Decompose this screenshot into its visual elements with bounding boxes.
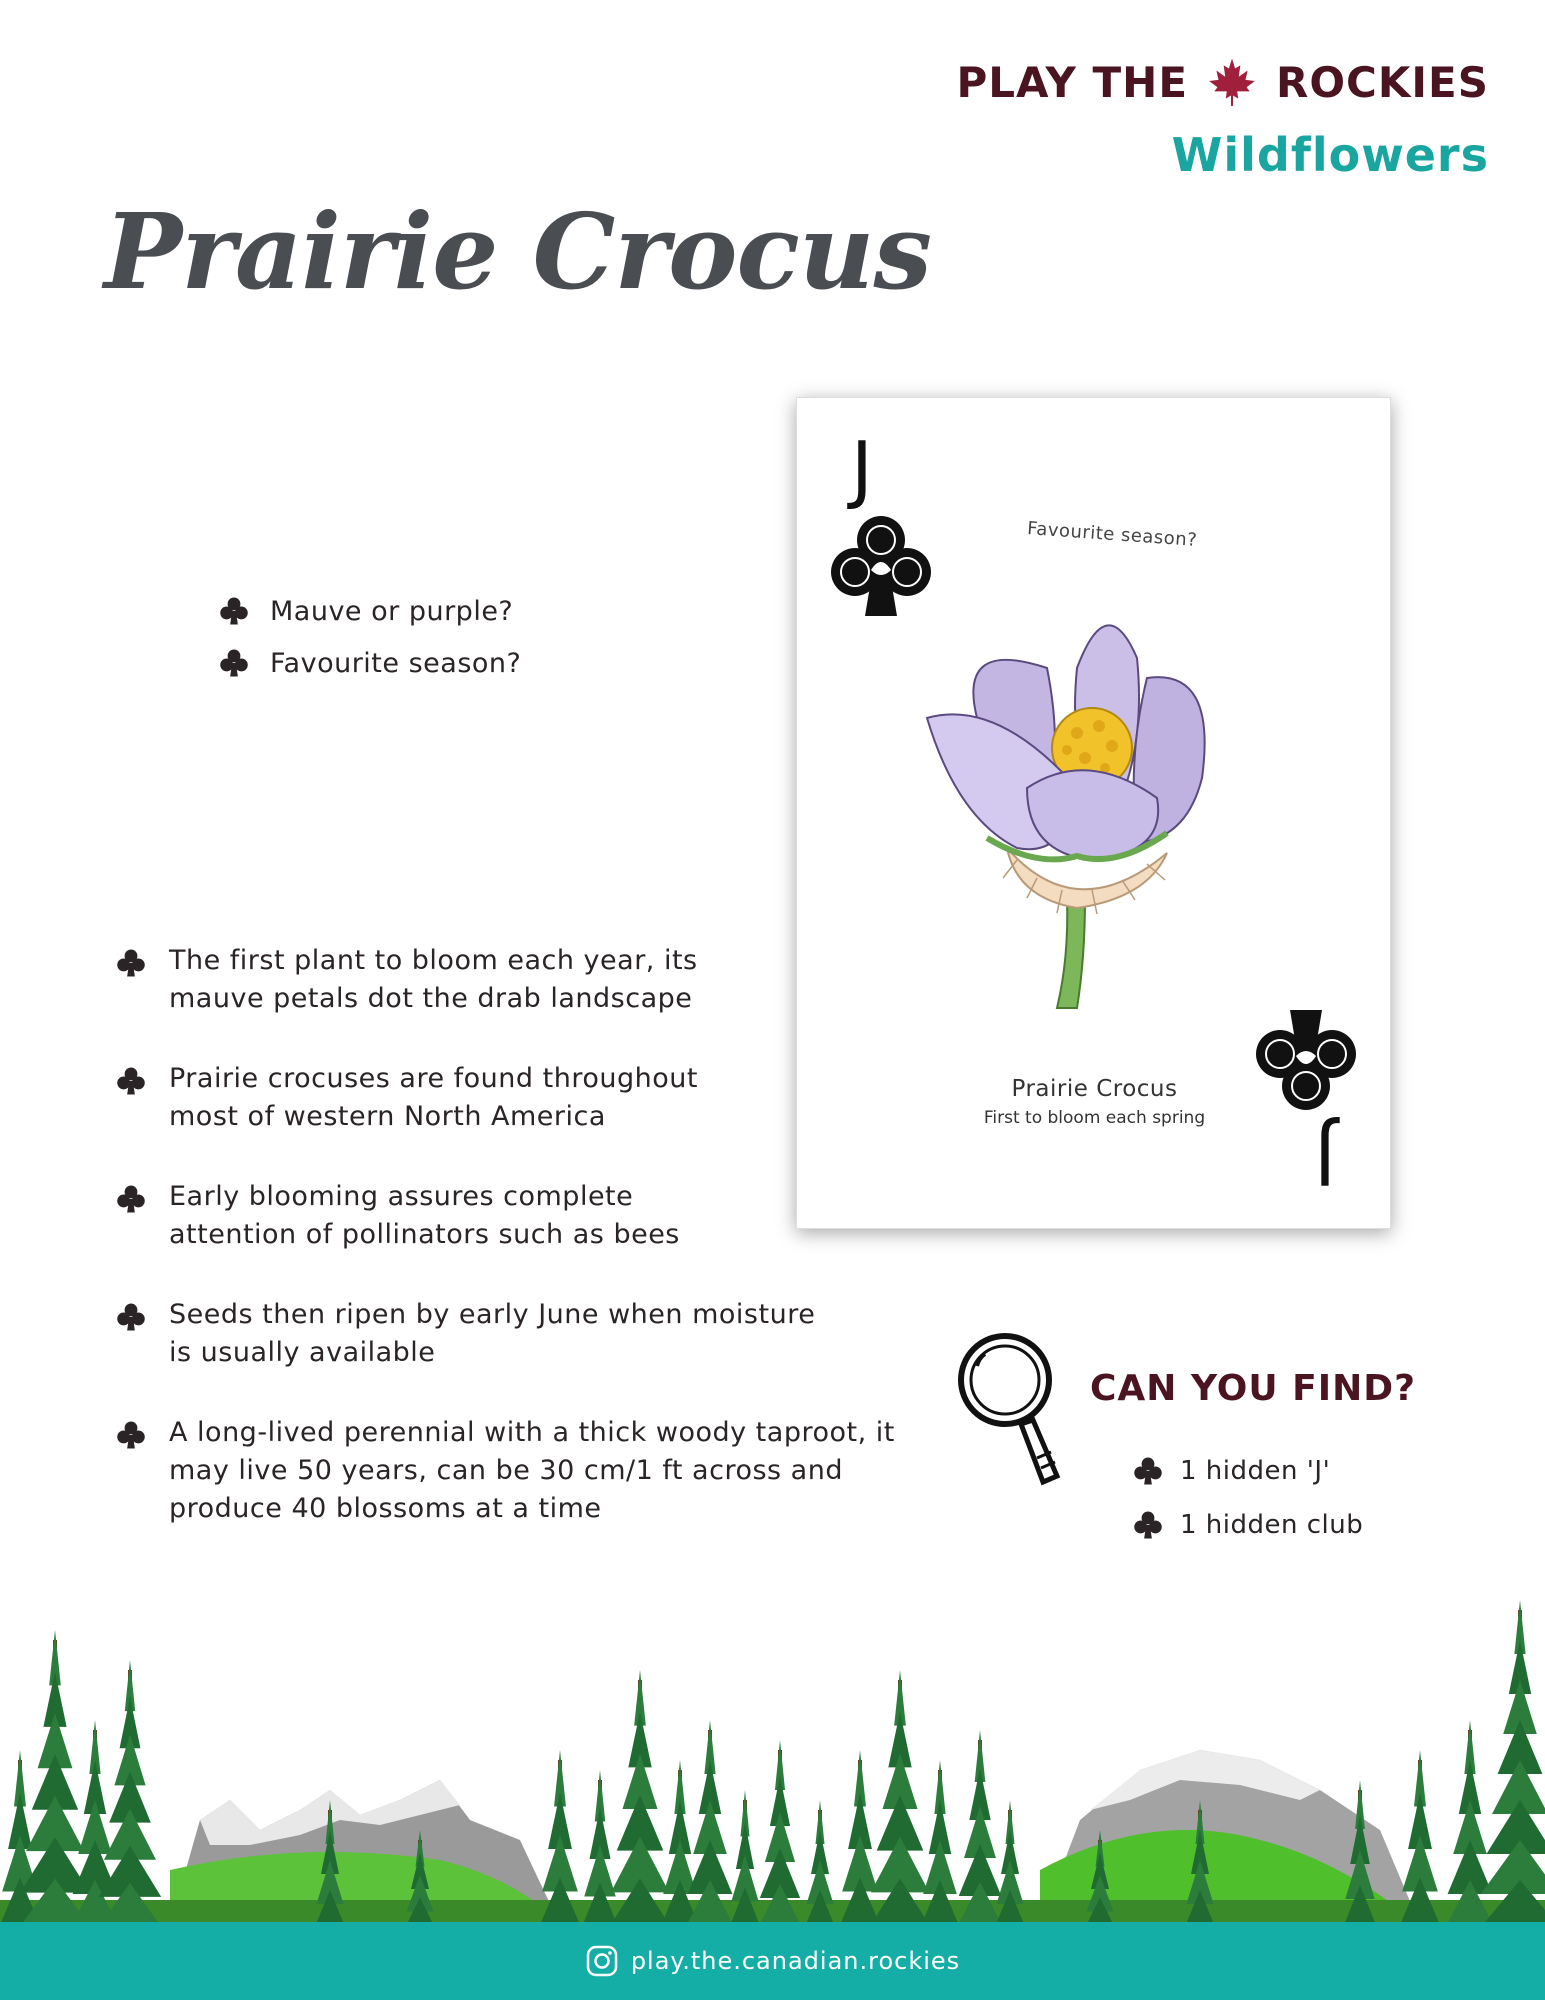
question-list bbox=[218, 585, 521, 689]
brand-header bbox=[956, 56, 1489, 182]
list-item bbox=[1132, 1444, 1363, 1498]
find-title: CAN YOU FIND? bbox=[1090, 1368, 1416, 1409]
club-icon bbox=[1132, 1455, 1164, 1487]
club-icon bbox=[115, 1065, 147, 1097]
pine-tree bbox=[1475, 1600, 1545, 1925]
fact-text: Early blooming assures complete attention of pollinators such as bees bbox=[169, 1181, 680, 1250]
question-text: Mauve or purple? bbox=[270, 595, 514, 627]
find-list bbox=[1132, 1444, 1363, 1552]
pine-tree bbox=[682, 1720, 738, 1925]
question-text: Favourite season? bbox=[270, 647, 522, 679]
club-icon bbox=[115, 1183, 147, 1215]
crocus-illustration bbox=[917, 598, 1247, 1018]
instagram-icon[interactable] bbox=[585, 1944, 619, 1978]
list-item bbox=[115, 1060, 915, 1136]
list-item bbox=[115, 942, 915, 1018]
club-icon bbox=[115, 1419, 147, 1451]
list-item bbox=[115, 1296, 915, 1372]
list-item bbox=[115, 1414, 915, 1528]
card-question: Favourite season? bbox=[1026, 518, 1198, 551]
pine-tree bbox=[605, 1670, 675, 1925]
brand-subtitle: Wildflowers bbox=[1171, 128, 1489, 182]
magnifier-icon bbox=[955, 1330, 1065, 1490]
club-icon bbox=[1256, 1006, 1356, 1112]
fact-text: The first plant to bloom each year, its mauve petals dot the drab landscape bbox=[169, 945, 698, 1014]
list-item bbox=[218, 585, 521, 637]
fact-list bbox=[115, 942, 915, 1570]
club-icon bbox=[115, 947, 147, 979]
brand-left: PLAY THE bbox=[956, 57, 1189, 107]
pine-tree bbox=[755, 1740, 805, 1925]
pine-tree bbox=[836, 1750, 884, 1925]
card-name: Prairie Crocus bbox=[1011, 1076, 1178, 1102]
playing-card bbox=[796, 397, 1391, 1229]
footer-bar bbox=[0, 1922, 1545, 2000]
brand-right: ROCKIES bbox=[1276, 57, 1489, 107]
find-item-text: 1 hidden 'J' bbox=[1180, 1456, 1331, 1486]
page-title: Prairie Crocus bbox=[104, 190, 931, 313]
list-item bbox=[1132, 1498, 1363, 1552]
club-icon bbox=[218, 595, 250, 627]
card-caption: First to bloom each spring bbox=[983, 1108, 1206, 1128]
mountain-forest-illustration bbox=[0, 1600, 1545, 1925]
find-item-text: 1 hidden club bbox=[1180, 1510, 1364, 1540]
fact-text: Prairie crocuses are found throughout most of western North America bbox=[169, 1063, 698, 1132]
club-icon bbox=[1132, 1509, 1164, 1541]
card-rank-bottom: J bbox=[1314, 1114, 1336, 1200]
fact-text: Seeds then ripen by early June when moisture is usually available bbox=[169, 1299, 816, 1368]
club-icon bbox=[218, 647, 250, 679]
fact-text: A long-lived perennial with a thick woody taproot, it may live 50 years, can be 30 cm/1 ft across and produce 40 blossoms at a time bbox=[169, 1417, 895, 1524]
list-item bbox=[218, 637, 521, 689]
club-icon bbox=[831, 514, 931, 620]
pine-tree bbox=[1442, 1720, 1498, 1925]
maple-leaf-icon bbox=[1206, 56, 1258, 108]
instagram-handle-link[interactable]: play.the.canadian.rockies bbox=[630, 1947, 961, 1975]
brand-logo bbox=[956, 56, 1489, 108]
card-rank-top: J bbox=[851, 426, 873, 512]
pine-tree bbox=[953, 1730, 1006, 1925]
list-item bbox=[115, 1178, 915, 1254]
pine-tree bbox=[865, 1670, 935, 1925]
club-icon bbox=[115, 1301, 147, 1333]
